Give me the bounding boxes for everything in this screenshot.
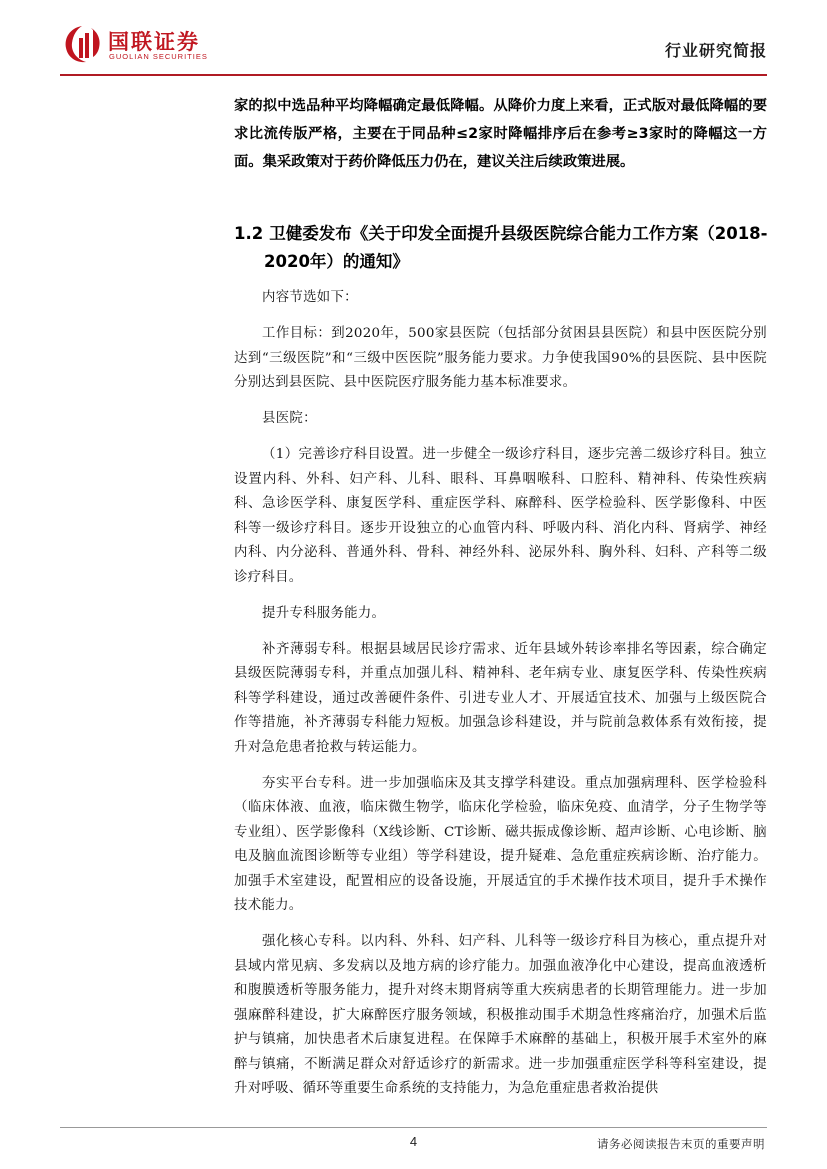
guolian-logo-icon [62,24,102,64]
section-heading [234,220,774,276]
document-type-label: 行业研究简报 [664,41,767,60]
body-paragraph: （1）完善诊疗科目设置。进一步健全一级诊疗科目，逐步完善二级诊疗科目。独立设置内科、外科、妇产科、儿科、眼科、耳鼻咽喉科、口腔科、精神科、传染性疾病科、急诊医学科、康复医学科、重症医学科、麻醉科、医学检验科、医学影像科、中医科等一级诊疗科目。逐步开设独立的心血管内科、呼吸内科、消化内科、肾病学、神经内科、内分泌科、普通外科、骨科、神经外科、泌尿外科、胸外科、妇科、产科等二级诊疗科目。 [234,447,767,585]
section-title-line1: 卫健委发布《关于印发全面提升县级医院综合能力工作方案（2018- [269,224,768,243]
section-body [234,286,767,1113]
body-paragraph: 内容节选如下： [262,290,358,305]
body-paragraph: 县医院： [262,411,317,426]
page-number: 4 [409,1134,418,1149]
intro-bold-paragraph: 家的拟中选品种平均降幅确定最低降幅。从降价力度上来看，正式版对最低降幅的要求比流传版严格，主要在于同品种≤2家时降幅排序后在参考≥3家时的降幅这一方面。集采政策对于药价降低压力仍在，建议关注后续政策进展。 [234,98,767,170]
header-divider [60,74,767,76]
body-paragraph: 强化核心专科。以内科、外科、妇产科、儿科等一级诊疗科目为核心，重点提升对县域内常见病、多发病以及地方病的诊疗能力。加强血液净化中心建设，提高血液透析和腹膜透析等服务能力，提升对终末期肾病等重大疾病患者的长期管理能力。进一步加强麻醉科建设，扩大麻醉医疗服务领域，积极推动围手术期急性疼痛治疗，加强术后监护与镇痛，加快患者术后康复进程。在保障手术麻醉的基础上，积极开展手术室外的麻醉与镇痛，不断满足群众对舒适诊疗的新需求。进一步加强重症医学科等科室建设，提升对呼吸、循环等重要生命系统的支持能力，为急危重症患者救治提供 [234,934,767,1096]
body-paragraph: 夯实平台专科。进一步加强临床及其支撑学科建设。重点加强病理科、医学检验科（临床体液、血液，临床微生物学，临床化学检验，临床免疫、血清学，分子生物学等专业组）、医学影像科（X线诊断、CT诊断、磁共振成像诊断、超声诊断、心电诊断、脑电及脑血流图诊断等专业组）等学科建设，提升疑难、急危重症疾病诊断、治疗能力。加强手术室建设，配置相应的设备设施，开展适宜的手术操作技术项目，提升手术操作技术能力。 [234,775,767,913]
intro-block [234,92,767,176]
section-number: 1.2 [234,224,264,243]
body-paragraph: 补齐薄弱专科。根据县域居民诊疗需求、近年县域外转诊率排名等因素，综合确定县级医院薄弱专科，并重点加强儿科、精神科、老年病专业、康复医学科、传染性疾病科等学科建设，通过改善硬件条件、引进专业人才、开展适宜技术、加强与上级医院合作等措施，补齐薄弱专科能力短板。加强急诊科建设，并与院前急救体系有效衔接，提升对急危患者抢救与转运能力。 [234,641,767,755]
footer-disclaimer: 请务必阅读报告末页的重要声明 [597,1137,765,1151]
logo-chinese-name: 国联证券 [108,30,200,54]
logo-english-name: GUOLIAN SECURITIES [109,52,208,61]
page-header [0,0,827,80]
footer-divider [60,1127,767,1128]
body-paragraph: 工作目标：到2020年，500家县医院（包括部分贫困县县医院）和县中医医院分别达到“三级医院”和“三级中医医院”服务能力要求。力争使我国90%的县医院、县中医院分别达到县医院、县中医院医疗服务能力基本标准要求。 [234,326,767,390]
section-title-line2: 2020年）的通知》 [264,252,409,271]
body-paragraph: 提升专科服务能力。 [262,605,386,621]
